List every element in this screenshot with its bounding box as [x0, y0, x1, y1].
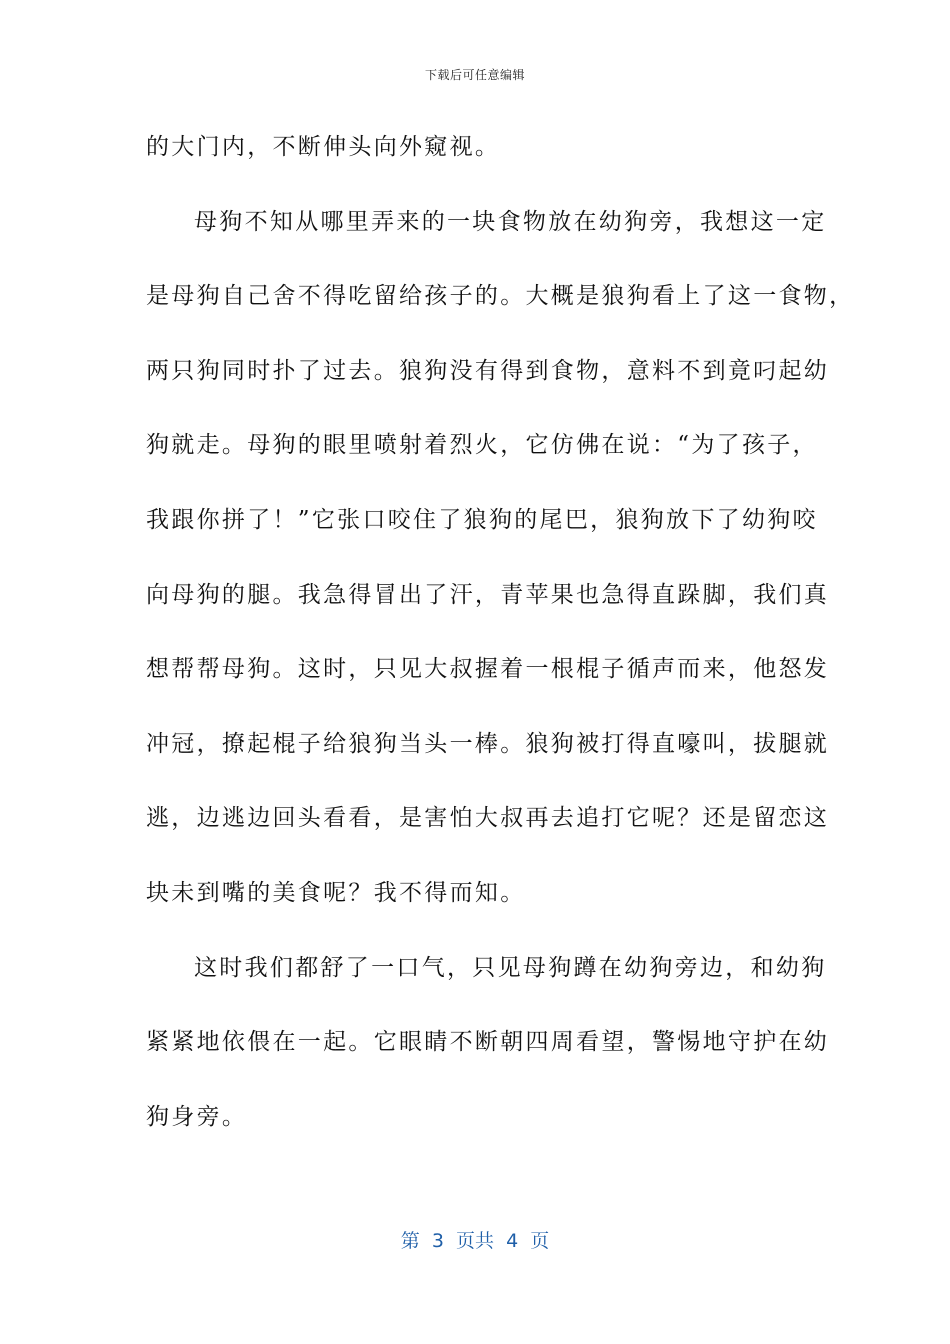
text-line: 狗就走。母狗的眼里喷射着烈火，它仿佛在说：“为了孩子，	[146, 432, 818, 459]
article-body	[146, 125, 855, 1169]
page-header: 下载后可任意编辑	[424, 68, 525, 82]
text-line: 是母狗自己舍不得吃留给孩子的。大概是狼狗看上了这一食物，	[146, 283, 855, 310]
text-line: 紧紧地依偎在一起。它眼睛不断朝四周看望，警惕地守护在幼	[146, 1029, 830, 1056]
text-line: 狗身旁。	[146, 1103, 248, 1130]
text-line: 两只狗同时扑了过去。狼狗没有得到食物，意料不到竟叼起幼	[146, 357, 830, 384]
text-line: 我跟你拼了！”它张口咬住了狼狗的尾巴，狼狗放下了幼狗咬	[146, 506, 818, 533]
text-line: 母狗不知从哪里弄来的一块食物放在幼狗旁，我想这一定	[194, 208, 827, 235]
text-line: 逃，边逃边回头看看，是害怕大叔再去追打它呢？还是留恋这	[146, 805, 830, 832]
text-line: 向母狗的腿。我急得冒出了汗，青苹果也急得直跺脚，我们真	[146, 581, 830, 608]
text-line: 冲冠，撩起棍子给狼狗当头一棒。狼狗被打得直嚎叫，拔腿就	[146, 730, 830, 757]
text-line: 这时我们都舒了一口气，只见母狗蹲在幼狗旁边，和幼狗	[194, 954, 827, 981]
page-number-footer: 第 3 页共 4 页	[400, 1230, 550, 1252]
text-line: 块未到嘴的美食呢？我不得而知。	[146, 879, 526, 906]
text-line: 想帮帮母狗。这时，只见大叔握着一根棍子循声而来，他怒发	[146, 656, 830, 683]
text-line: 的大门内，不断伸头向外窥视。	[146, 134, 501, 160]
